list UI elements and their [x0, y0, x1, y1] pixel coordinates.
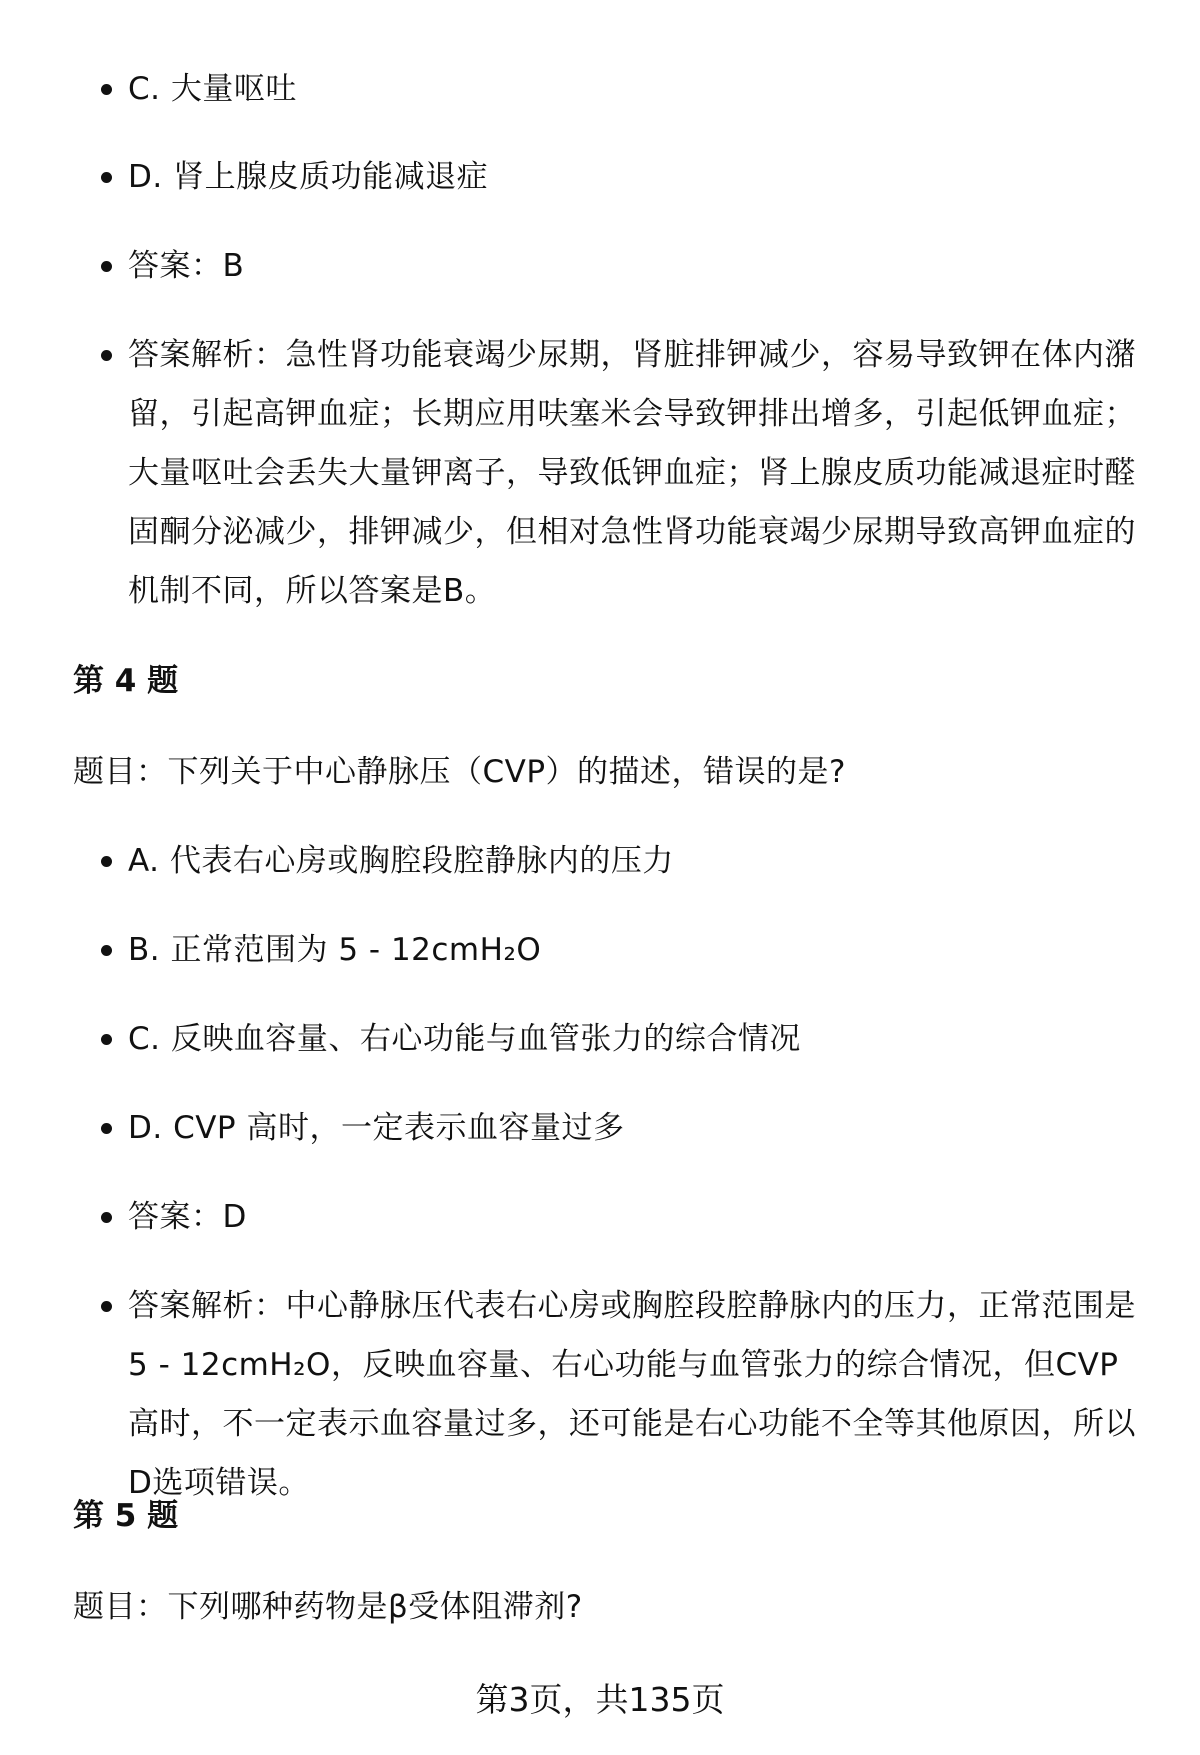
q4-option-b: B. 正常范围为 5 - 12cmH₂O	[128, 921, 1148, 980]
q4-heading: 第 4 题	[73, 663, 179, 699]
q4-option-a: A. 代表右心房或胸腔段腔静脉内的压力	[128, 832, 1148, 891]
q3-answer: 答案：B	[128, 237, 1148, 296]
q4-explanation: 答案解析：中心静脉压代表右心房或胸腔段腔静脉内的压力，正常范围是5 - 12cmH₂O，反映血容量、右心功能与血管张力的综合情况，但CVP高时，不一定表示血容量过多，还可能是右心功能不全等其他原因，所以D选项错误。	[128, 1277, 1148, 1513]
q3-option-c: C. 大量呕吐	[128, 60, 1148, 119]
q4-option-d: D. CVP 高时，一定表示血容量过多	[128, 1099, 1148, 1158]
page-footer: 第3页，共135页	[475, 1680, 725, 1719]
q3-explanation: 答案解析：急性肾功能衰竭少尿期，肾脏排钾减少，容易导致钾在体内潴留，引起高钾血症；长期应用呋塞米会导致钾排出增多，引起低钾血症；大量呕吐会丢失大量钾离子，导致低钾血症；肾上腺皮质功能减退症时醛固酮分泌减少，排钾减少，但相对急性肾功能衰竭少尿期导致高钾血症的机制不同，所以答案是B。	[128, 326, 1148, 621]
q3-option-d: D. 肾上腺皮质功能减退症	[128, 148, 1148, 207]
q4-stem: 题目：下列关于中心静脉压（CVP）的描述，错误的是?	[73, 754, 846, 790]
q4-option-c: C. 反映血容量、右心功能与血管张力的综合情况	[128, 1010, 1148, 1069]
q5-heading: 第 5 题	[73, 1498, 179, 1534]
q4-answer: 答案：D	[128, 1188, 1148, 1247]
q5-stem: 题目：下列哪种药物是β受体阻滞剂?	[73, 1589, 583, 1625]
